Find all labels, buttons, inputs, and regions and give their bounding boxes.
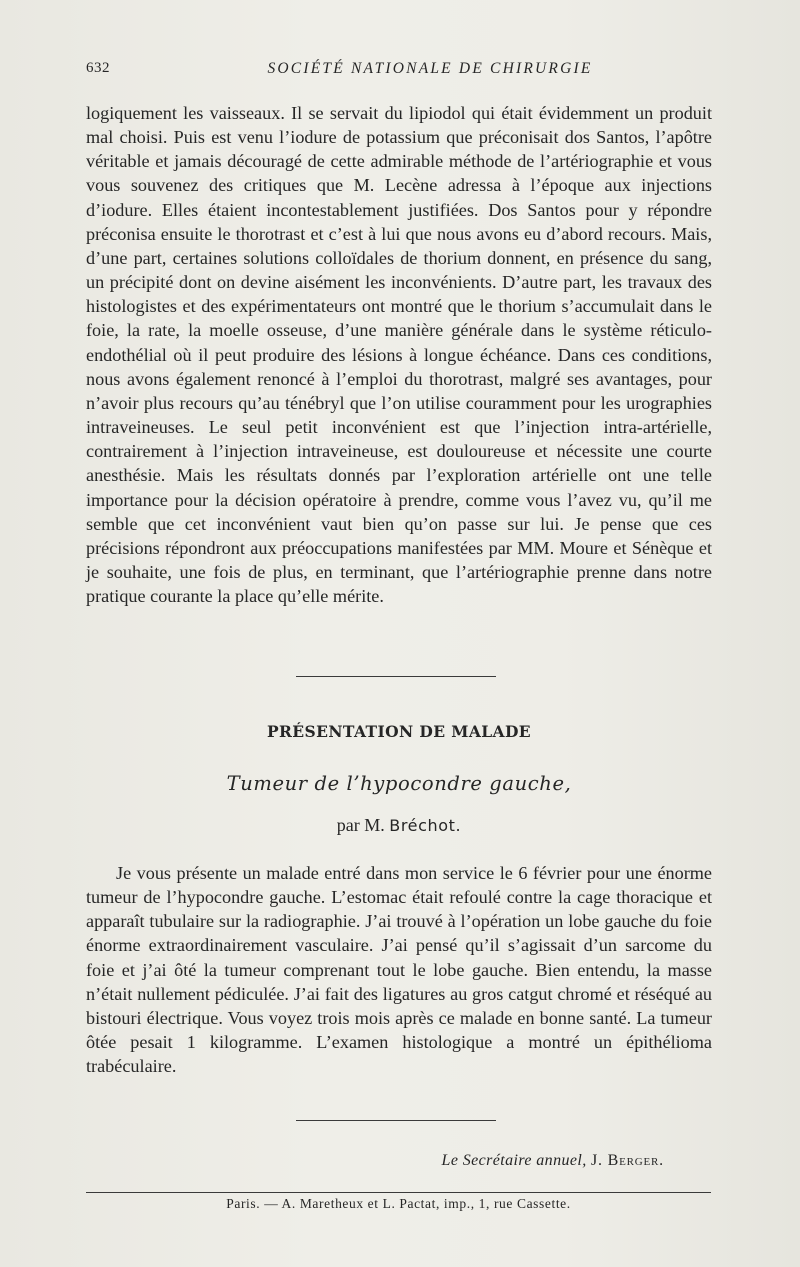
author-name: Bréchot.: [389, 816, 462, 835]
byline-prefix: par M.: [336, 815, 385, 835]
signature-role: Le Secrétaire annuel,: [441, 1152, 587, 1169]
printer-imprint: Paris. — A. Maretheux et L. Pactat, imp., 1, rue Cassette.: [226, 1196, 571, 1211]
article-title: Tumeur de l’hypocondre gauche,: [226, 772, 572, 795]
section-heading: PRÉSENTATION DE MALADE: [266, 722, 532, 741]
section-divider: [296, 676, 496, 677]
continued-paragraph: logiquement les vaisseaux. Il se servait du lipiodol qui était évidemment un produit mal choisi. Puis est venu l’iodure de potassium que préconisait dos Santos, l’apôtre véritable et jamais découragé de cette admirable méthode de l’artériographie et vous vous souvenez des critiques que M. Lecène adressa à l’époque aux injections d’iodure. Elles étaient incontestablement justifiées. Dos Santos pour y répondre préconisa ensuite le thorotrast et c’est à lui que nous avons eu d’abord recours. Mais, d’une part, certaines solutions colloïdales de thorium donnent, en présence du sang, un précipité dont on devine aisément les inconvénients. D’autre part, les travaux des histologistes et des expérimentateurs ont montré que le thorium s’accumulait dans le foie, la rate, la moelle osseuse, d’une manière générale dans le système réticulo-endothélial où il peut produire des lésions à longue échéance. Dans ces conditions, nous avons également renoncé à l’emploi du thorotrast, malgré ses avantages, pour n’avoir plus recours qu’au ténébryl que l’on utilise couramment pour les urographies intraveineuses. Le seul petit inconvénient est que l’injection intra-artérielle, contrairement à l’injection intraveineuse, est douloureuse et nécessite une courte anesthésie. Mais les résultats donnés par l’exploration artérielle ont une telle importance pour la décision opératoire à prendre, comme vous l’avez vu, qu’il me semble que cet inconvénient vaut bien qu’on passe sur lui. Je pense que ces précisions répondront aux préoccupations manifestées par MM. Moure et Sénèque et je souhaite, une fois de plus, en terminant, que l’artériographie prenne dans notre pratique courante la place qu’elle mérite.: [86, 103, 712, 607]
byline: [86, 815, 712, 836]
page-header: [86, 60, 712, 84]
running-title: SOCIÉTÉ NATIONALE DE CHIRURGIE: [267, 60, 593, 77]
footer-rule: [86, 1192, 711, 1193]
article-paragraph: Je vous présente un malade entré dans mon service le 6 février pour une énorme tumeur de l’hypocondre gauche. L’estomac était refoulé contre la cage thoracique et apparaît tubulaire sur la radiographie. J’ai trouvé à l’opération un lobe gauche du foie énorme extraordinairement vasculaire. J’ai pensé qu’il s’agissait d’un sarcome du foie et j’ai ôté la tumeur comprenant tout le lobe gauche. Bien entendu, la masse n’était nullement pédiculée. J’ai fait des ligatures au gros catgut chromé et réséqué au bistouri électrique. Vous voyez trois mois après ce malade en bonne santé. La tumeur ôtée pesait 1 kilogramme. L’examen histologique a montré un épithélioma trabéculaire.: [86, 863, 712, 1077]
page-number: 632: [86, 60, 110, 76]
signature: [442, 1152, 664, 1170]
closing-divider: [296, 1120, 496, 1121]
signature-name: J. Berger.: [591, 1152, 664, 1169]
